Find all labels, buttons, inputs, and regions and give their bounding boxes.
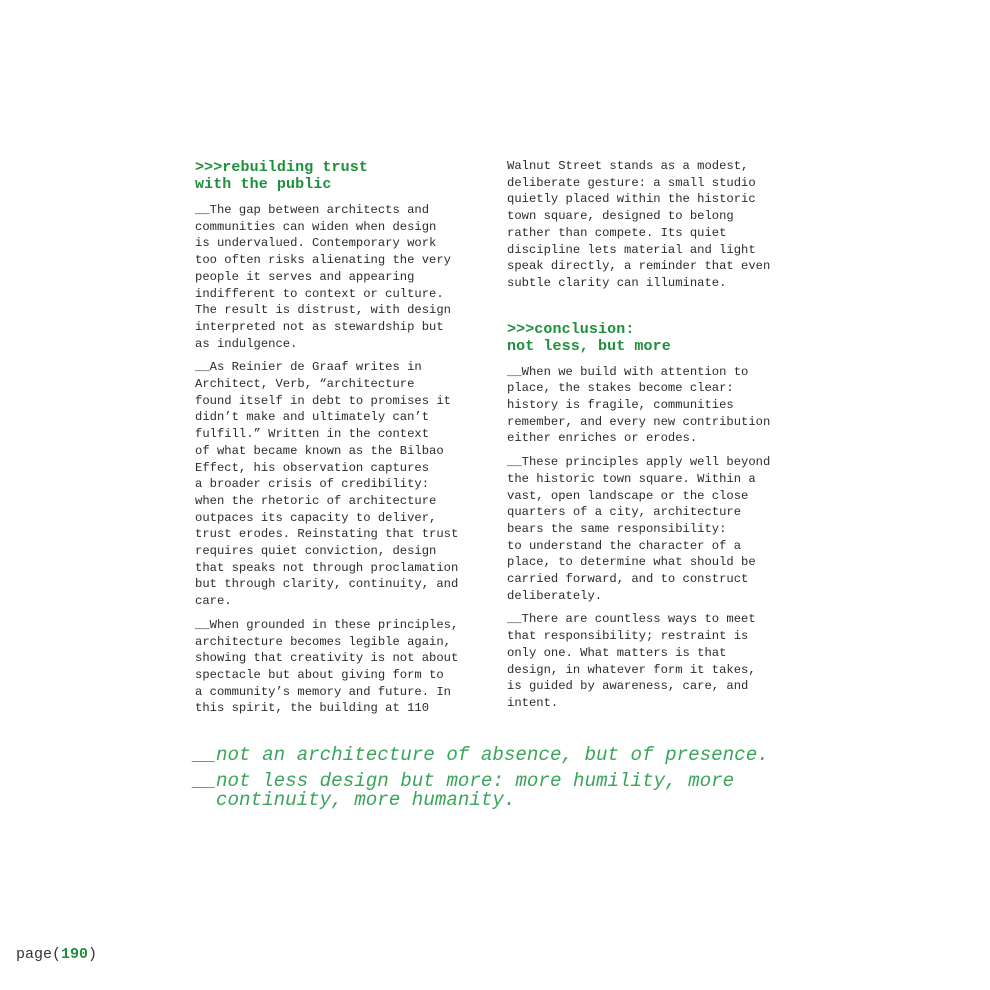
quote-prefix: __	[193, 744, 217, 766]
paragraph: __As Reinier de Graaf writes in Architect, Verb, “architecture found itself in debt to promises it didn’t make and ultimately can’t fulfill.” Written in the context of what became known as the Bilbao Effect, his observation captures a broader crisis of credibility: when the rhetoric of architecture outpaces its capacity to deliver, trust erodes. Reinstating that trust requires quiet conviction, design that speaks not through proclamation but through clarity, continuity, and care.	[195, 360, 459, 609]
section-heading-rebuilding-trust: >>>rebuilding trust with the public	[195, 159, 368, 193]
closing-quote	[193, 769, 833, 811]
page-label: page	[16, 946, 53, 963]
paragraph: __There are countless ways to meet that responsibility; restraint is only one. What matters is that design, in whatever form it takes, is guided by awareness, care, and intent.	[507, 612, 756, 710]
page-number	[16, 946, 97, 963]
right-column	[507, 158, 797, 712]
page-paren-close: )	[88, 946, 98, 963]
left-column	[195, 158, 487, 717]
page-number-value: 190	[61, 946, 89, 963]
paragraph: __The gap between architects and communities can widen when design is undervalued. Contemporary work too often risks alienating the very people it serves and appearing indifferent to context or culture. The result is distrust, with design interpreted not as stewardship but as indulgence.	[195, 203, 451, 351]
paragraph: Walnut Street stands as a modest, deliberate gesture: a small studio quietly placed within the historic town square, designed to belong rather than compete. Its quiet discipline lets material and light speak directly, a reminder that even subtle clarity can illuminate.	[507, 159, 771, 290]
paragraph: __When grounded in these principles, architecture becomes legible again, showing that creativity is not about spectacle but about giving form to a community’s memory and future. In this spirit, the building at 110	[195, 617, 459, 716]
closing-quote	[193, 746, 833, 766]
page-paren-open: (	[52, 946, 62, 963]
quote-text: not less design but more: more humility, more continuity, more humanity.	[216, 769, 735, 811]
quote-text: not an architecture of absence, but of presence.	[216, 744, 769, 766]
section-heading-conclusion: >>>conclusion: not less, but more	[507, 320, 671, 355]
quote-prefix: __	[193, 769, 217, 792]
paragraph: __When we build with attention to place, the stakes become clear: history is fragile, communities remember, and every new contribution either enriches or erodes.	[507, 364, 771, 446]
paragraph: __These principles apply well beyond the historic town square. Within a vast, open landscape or the close quarters of a city, architecture bears the same responsibility: to understand the character of a place, to determine what should be carried forward, and to construct deliberately.	[507, 455, 771, 603]
closing-quotes	[193, 746, 833, 817]
